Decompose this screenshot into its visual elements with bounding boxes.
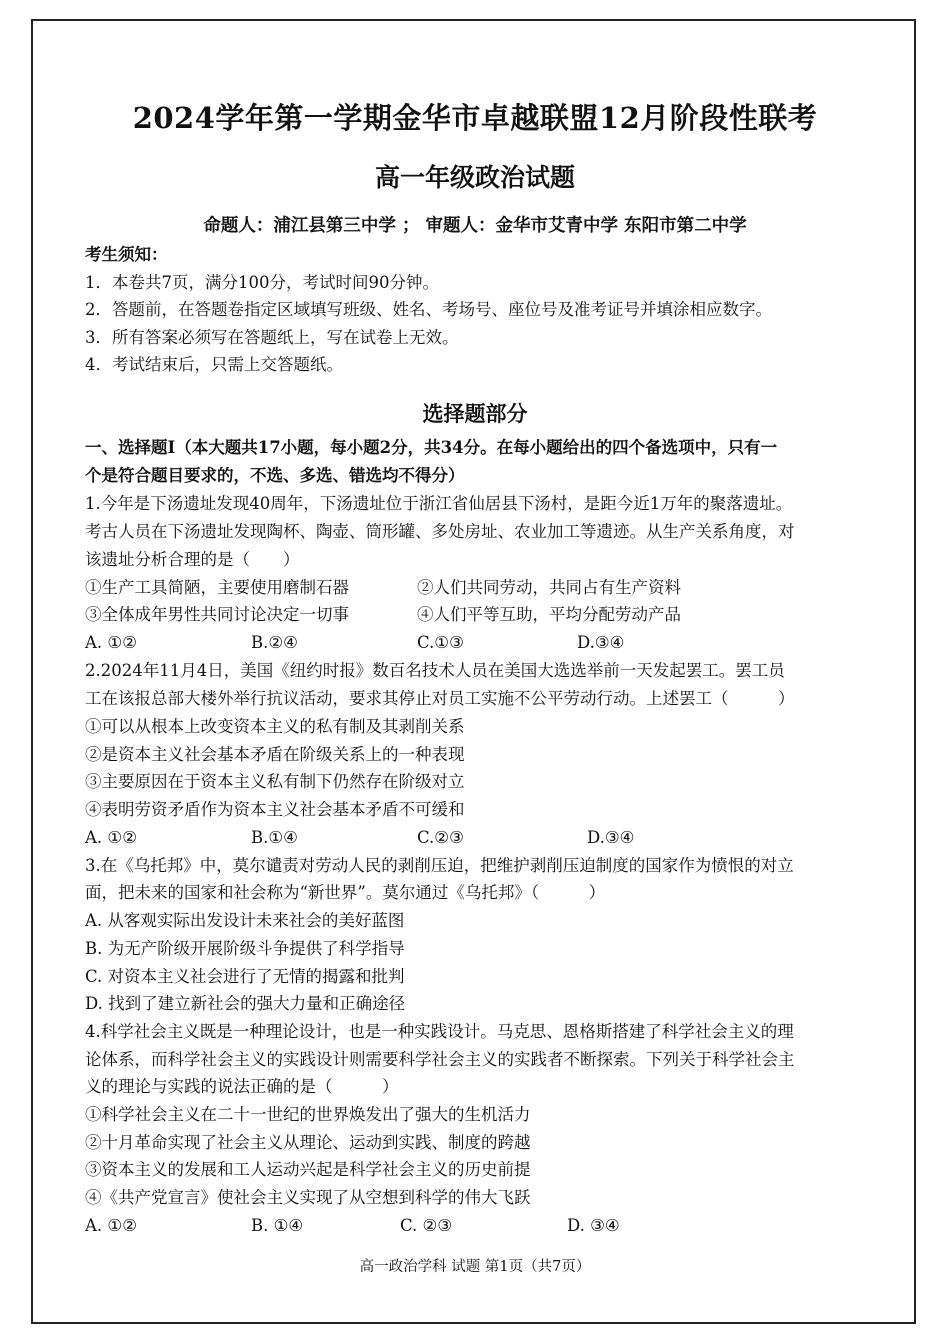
notice-heading: 考生须知： [85,245,168,264]
q1-option-a: A. ①② [85,633,137,652]
q4-item: ①科学社会主义在二十一世纪的世界焕发出了强大的生机活力 [85,1105,531,1124]
exam-authors: 命题人：浦江县第三中学 ； 审题人：金华市艾青中学 东阳市第二中学 [203,216,747,236]
q2-option-c: C.②③ [417,828,464,847]
q3-option-b: B. 为无产阶级开展阶级斗争提供了科学指导 [85,939,405,958]
q1-stem-line: 该遗址分析合理的是（ ） [85,550,300,569]
exam-title: 2024学年第一学期金华市卓越联盟12月阶段性联考 [132,101,818,135]
q2-stem-line: 2.2024年11月4日，美国《纽约时报》数百名技术人员在美国大选选举前一天发起罢工。罢工员 [85,661,785,680]
part-heading-line: 个是符合题目要求的，不选、多选、错选均不得分） [85,466,465,485]
q4-option-b: B. ①④ [251,1216,304,1235]
q3-option-c: C. 对资本主义社会进行了无情的揭露和批判 [85,967,405,986]
q4-item: ④《共产党宣言》使社会主义实现了从空想到科学的伟大飞跃 [85,1188,531,1207]
q2-item: ②是资本主义社会基本矛盾在阶级关系上的一种表现 [85,745,465,764]
q4-item: ③资本主义的发展和工人运动兴起是科学社会主义的历史前提 [85,1160,531,1179]
page-footer: 高一政治学科 试题 第1页（共7页） [359,1259,591,1275]
q4-option-c: C. ②③ [400,1216,453,1235]
q3-option-a: A. 从客观实际出发设计未来社会的美好蓝图 [85,911,405,930]
q1-option-b: B.②④ [251,633,298,652]
q1-item: ④人们平等互助，平均分配劳动产品 [417,605,681,624]
q2-item: ③主要原因在于资本主义私有制下仍然存在阶级对立 [85,772,465,791]
q2-item: ④表明劳资矛盾作为资本主义社会基本矛盾不可缓和 [85,800,465,819]
q4-option-a: A. ①② [85,1216,137,1235]
q4-item: ②十月革命实现了社会主义从理论、运动到实践、制度的跨越 [85,1133,531,1152]
notice-item: 4．考试结束后，只需上交答题纸。 [85,355,343,374]
q2-option-a: A. ①② [85,828,137,847]
q1-item: ②人们共同劳动，共同占有生产资料 [417,578,681,597]
q2-option-b: B.①④ [251,828,298,847]
q1-option-c: C.①③ [417,633,464,652]
notice-item: 1．本卷共7页，满分100分，考试时间90分钟。 [85,273,439,292]
part-heading-line: 一、选择题Ⅰ（本大题共17小题，每小题2分，共34分。在每小题给出的四个备选项中，只有一 [85,438,778,457]
q1-stem-line: 1.今年是下汤遗址发现40周年，下汤遗址位于浙江省仙居县下汤村，是距今近1万年的聚落遗址。 [85,494,793,513]
q3-stem-line: 3.在《乌托邦》中，莫尔谴责对劳动人民的剥削压迫，把维护剥削压迫制度的国家作为愤恨的对立 [85,856,794,875]
q4-stem-line: 论体系，而科学社会主义的实践设计则需要科学社会主义的实践者不断探索。下列关于科学社会主 [85,1050,795,1069]
q2-stem-line: 工在该报总部大楼外举行抗议活动，要求其停止对员工实施不公平劳动行动。上述罢工（ ） [85,689,795,708]
q3-stem-line: 面，把未来的国家和社会称为“新世界”。莫尔通过《乌托邦》（ ） [85,883,606,902]
q4-stem-line: 4.科学社会主义既是一种理论设计，也是一种实践设计。马克思、恩格斯搭建了科学社会主义的理 [85,1022,794,1041]
section-title: 选择题部分 [422,401,528,426]
q1-item: ①生产工具简陋，主要使用磨制石器 [85,578,349,597]
q4-stem-line: 义的理论与实践的说法正确的是（ ） [85,1077,399,1096]
q1-stem-line: 考古人员在下汤遗址发现陶杯、陶壶、筒形罐、多处房址、农业加工等遗迹。从生产关系角度，对 [85,522,795,541]
exam-subtitle: 高一年级政治试题 [374,163,575,192]
notice-item: 3．所有答案必须写在答题纸上，写在试卷上无效。 [85,328,459,347]
notice-item: 2．答题前，在答题卷指定区域填写班级、姓名、考场号、座位号及准考证号并填涂相应数字。 [85,300,772,319]
q1-item: ③全体成年男性共同讨论决定一切事 [85,605,349,624]
q2-item: ①可以从根本上改变资本主义的私有制及其剥削关系 [85,717,465,736]
q3-option-d: D. 找到了建立新社会的强大力量和正确途径 [85,994,406,1013]
q4-option-d: D. ③④ [567,1216,620,1235]
q1-option-d: D.③④ [577,633,625,652]
q2-option-d: D.③④ [587,828,635,847]
